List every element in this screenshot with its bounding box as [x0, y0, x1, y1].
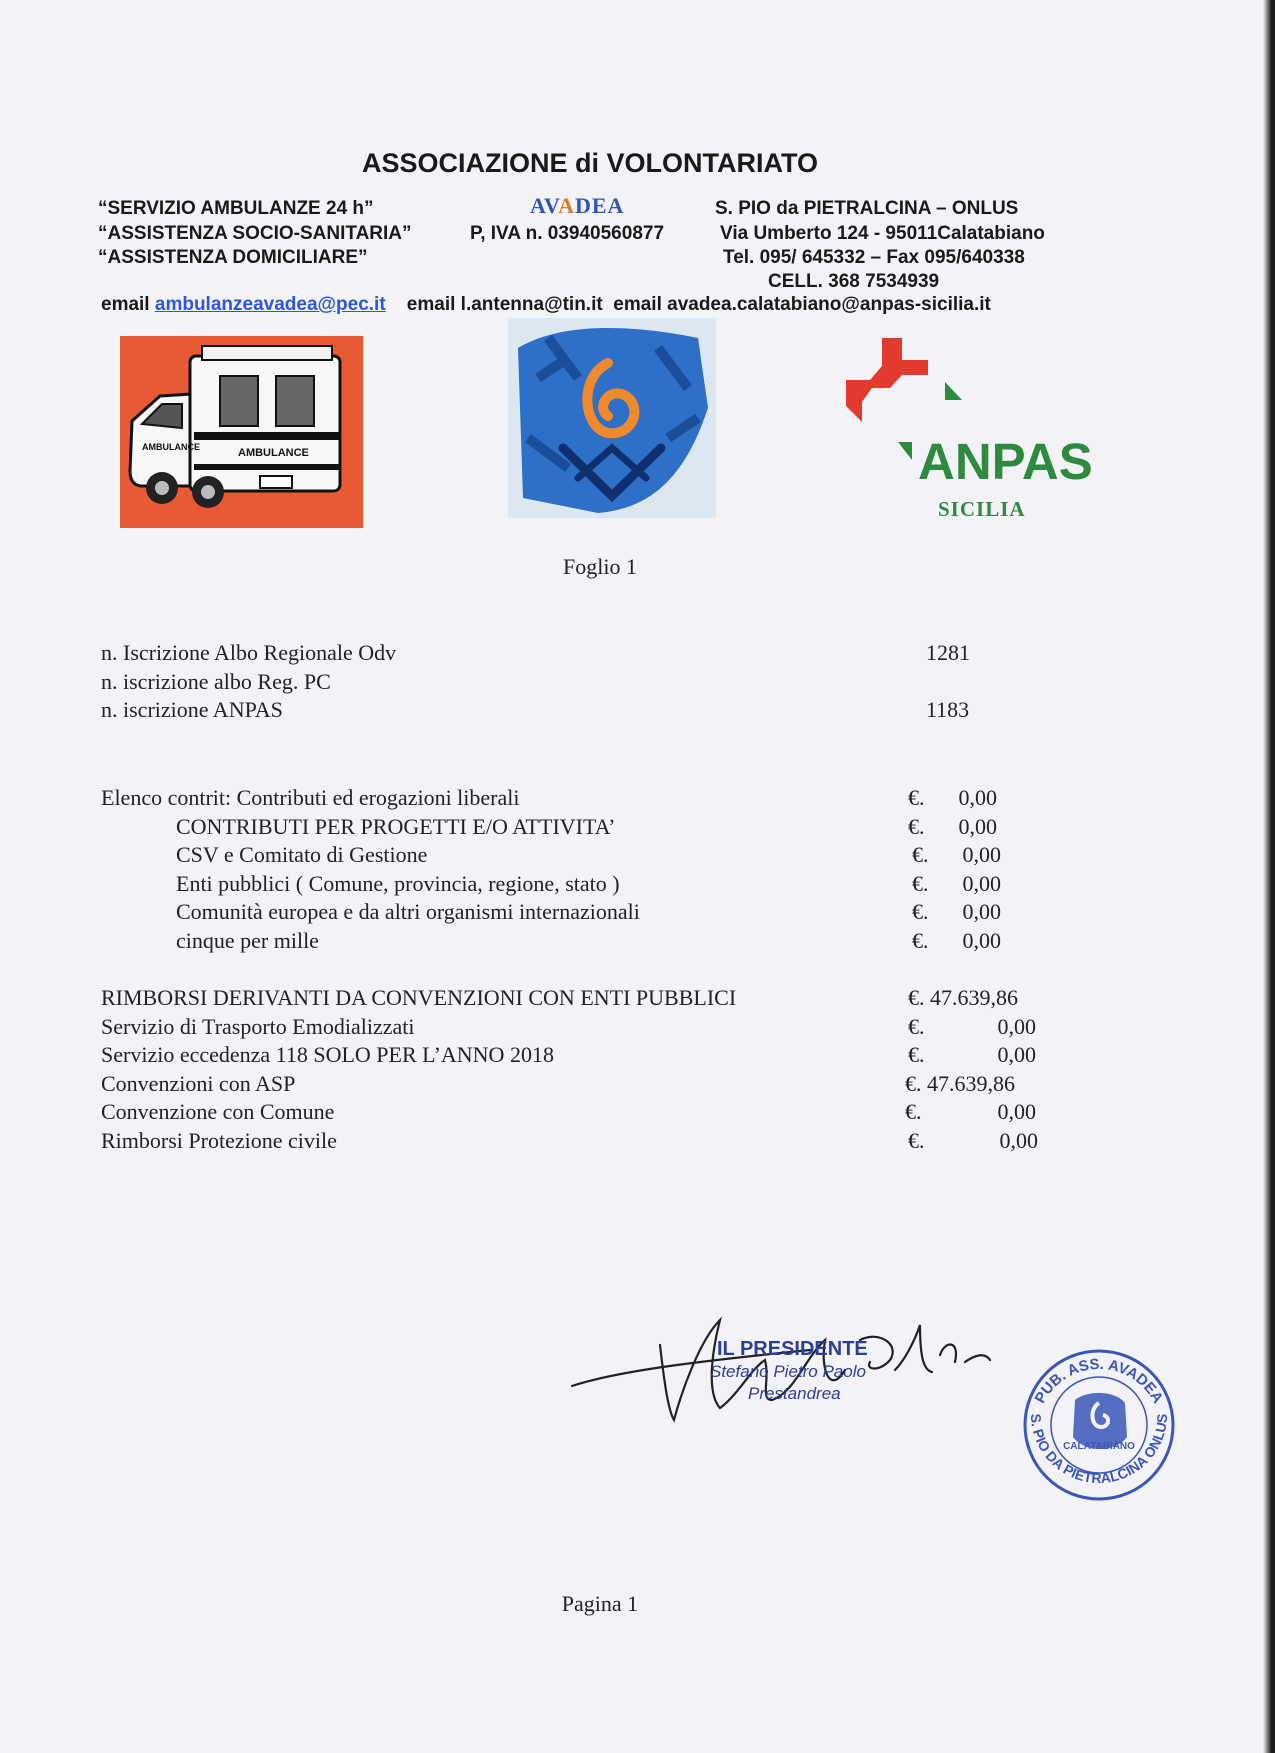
contribution-label: Comunità europea e da altri organismi internazionali [176, 899, 640, 924]
email-line [101, 292, 991, 317]
currency-symbol: €. [908, 1014, 925, 1039]
currency-symbol: €. [912, 928, 929, 953]
anpas-region: SICILIA [938, 497, 1026, 521]
signature-block [560, 1300, 1020, 1435]
reimbursement-label: Rimborsi Protezione civile [101, 1128, 337, 1153]
contribution-value: 0,00 [958, 814, 997, 839]
email-secondary: email l.antenna@tin.it [406, 294, 603, 315]
stamp-town: CALATABIANO [1063, 1441, 1135, 1452]
header-right-line-3: Tel. 095/ 645332 – Fax 095/640338 [723, 247, 1025, 268]
registration-label: n. iscrizione albo Reg. PC [101, 669, 331, 694]
header-right-line-2: Via Umberto 124 - 95011Calatabiano [720, 223, 1045, 244]
contribution-label: cinque per mille [176, 928, 319, 953]
organization-title: ASSOCIAZIONE di VOLONTARIATO [361, 148, 818, 178]
avadea-wordmark-part: AV [530, 193, 559, 218]
association-stamp [1015, 1345, 1183, 1505]
reimbursement-label: Servizio di Trasporto Emodializzati [101, 1014, 415, 1039]
header-left-line-1: “SERVIZIO AMBULANZE 24 h” [98, 198, 374, 219]
contribution-label: Elenco contrit: Contributi ed erogazioni liberali [101, 785, 520, 810]
avadea-wordmark [530, 193, 624, 219]
ambulance-side-text: AMBULANCE [142, 442, 200, 452]
currency-symbol: €. [905, 1099, 922, 1124]
header-left-line-2: “ASSISTENZA SOCIO-SANITARIA” [98, 223, 412, 244]
currency-symbol: €. [908, 814, 925, 839]
reimbursement-value: 0,00 [999, 1128, 1038, 1153]
reimbursement-value: 0,00 [997, 1099, 1036, 1124]
registration-value: 1183 [926, 697, 970, 722]
contribution-value: 0,00 [962, 871, 1001, 896]
registration-label: n. Iscrizione Albo Regionale Odv [101, 640, 397, 665]
reimbursement-amount: €. 47.639,86 [905, 1071, 1015, 1096]
signature-role: IL PRESIDENTE [717, 1338, 868, 1360]
ambulance-logo [120, 336, 363, 528]
page-number: Pagina 1 [561, 1591, 639, 1616]
avadea-wordmark-part: DEA [575, 193, 625, 218]
contribution-label: Enti pubblici ( Comune, provincia, regione, stato ) [176, 871, 620, 896]
email-pec-link[interactable]: ambulanzeavadea@pec.it [154, 294, 386, 315]
contribution-value: 0,00 [962, 899, 1001, 924]
stamp-text-bottom: S. PIO DA PIETRALCINA ONLUS [1027, 1413, 1171, 1487]
signature-name-line-1: Stefano Pietro Paolo [710, 1362, 866, 1381]
header-right-line-1: S. PIO da PIETRALCINA – ONLUS [715, 198, 1019, 219]
anpas-wordmark: ANPAS [918, 433, 1093, 490]
header-right-line-4: CELL. 368 7534939 [768, 271, 940, 292]
reimbursement-label: Convenzioni con ASP [101, 1071, 296, 1096]
contribution-label: CONTRIBUTI PER PROGETTI E/O ATTIVITA’ [176, 814, 616, 839]
reimbursement-value: 0,00 [997, 1014, 1036, 1039]
reimbursement-value: 0,00 [997, 1042, 1036, 1067]
currency-symbol: €. [908, 1042, 925, 1067]
avadea-wordmark-accent: A [558, 193, 575, 218]
sheet-label: Foglio 1 [563, 554, 637, 579]
avadea-logo [508, 318, 716, 518]
reimbursement-amount: €. 47.639,86 [908, 985, 1018, 1010]
contribution-value: 0,00 [962, 928, 1001, 953]
currency-symbol: €. [912, 899, 929, 924]
contribution-value: 0,00 [962, 842, 1001, 867]
vat-number: P, IVA n. 03940560877 [470, 223, 665, 244]
email-label: email [101, 294, 150, 315]
reimbursement-label: RIMBORSI DERIVANTI DA CONVENZIONI CON ENTI PUBBLICI [101, 985, 737, 1010]
signature-name-line-2: Prestandrea [748, 1384, 841, 1403]
reimbursement-label: Convenzione con Comune [101, 1099, 335, 1124]
scan-border [1263, 0, 1275, 1753]
currency-symbol: €. [912, 871, 929, 896]
currency-symbol: €. [912, 842, 929, 867]
contribution-value: 0,00 [958, 785, 997, 810]
header-left-line-3: “ASSISTENZA DOMICILIARE” [98, 247, 368, 268]
stamp-text-top: PUB. ASS. AVADEA [1031, 1355, 1167, 1407]
email-anpas: email avadea.calatabiano@anpas-sicilia.it [613, 294, 991, 315]
contribution-label: CSV e Comitato di Gestione [176, 842, 428, 867]
currency-symbol: €. [908, 1128, 925, 1153]
reimbursement-label: Servizio eccedenza 118 SOLO PER L’ANNO 2018 [101, 1042, 554, 1067]
registration-value: 1281 [926, 640, 970, 665]
ambulance-rear-text: AMBULANCE [238, 447, 309, 459]
currency-symbol: €. [908, 785, 925, 810]
registration-label: n. iscrizione ANPAS [101, 697, 283, 722]
